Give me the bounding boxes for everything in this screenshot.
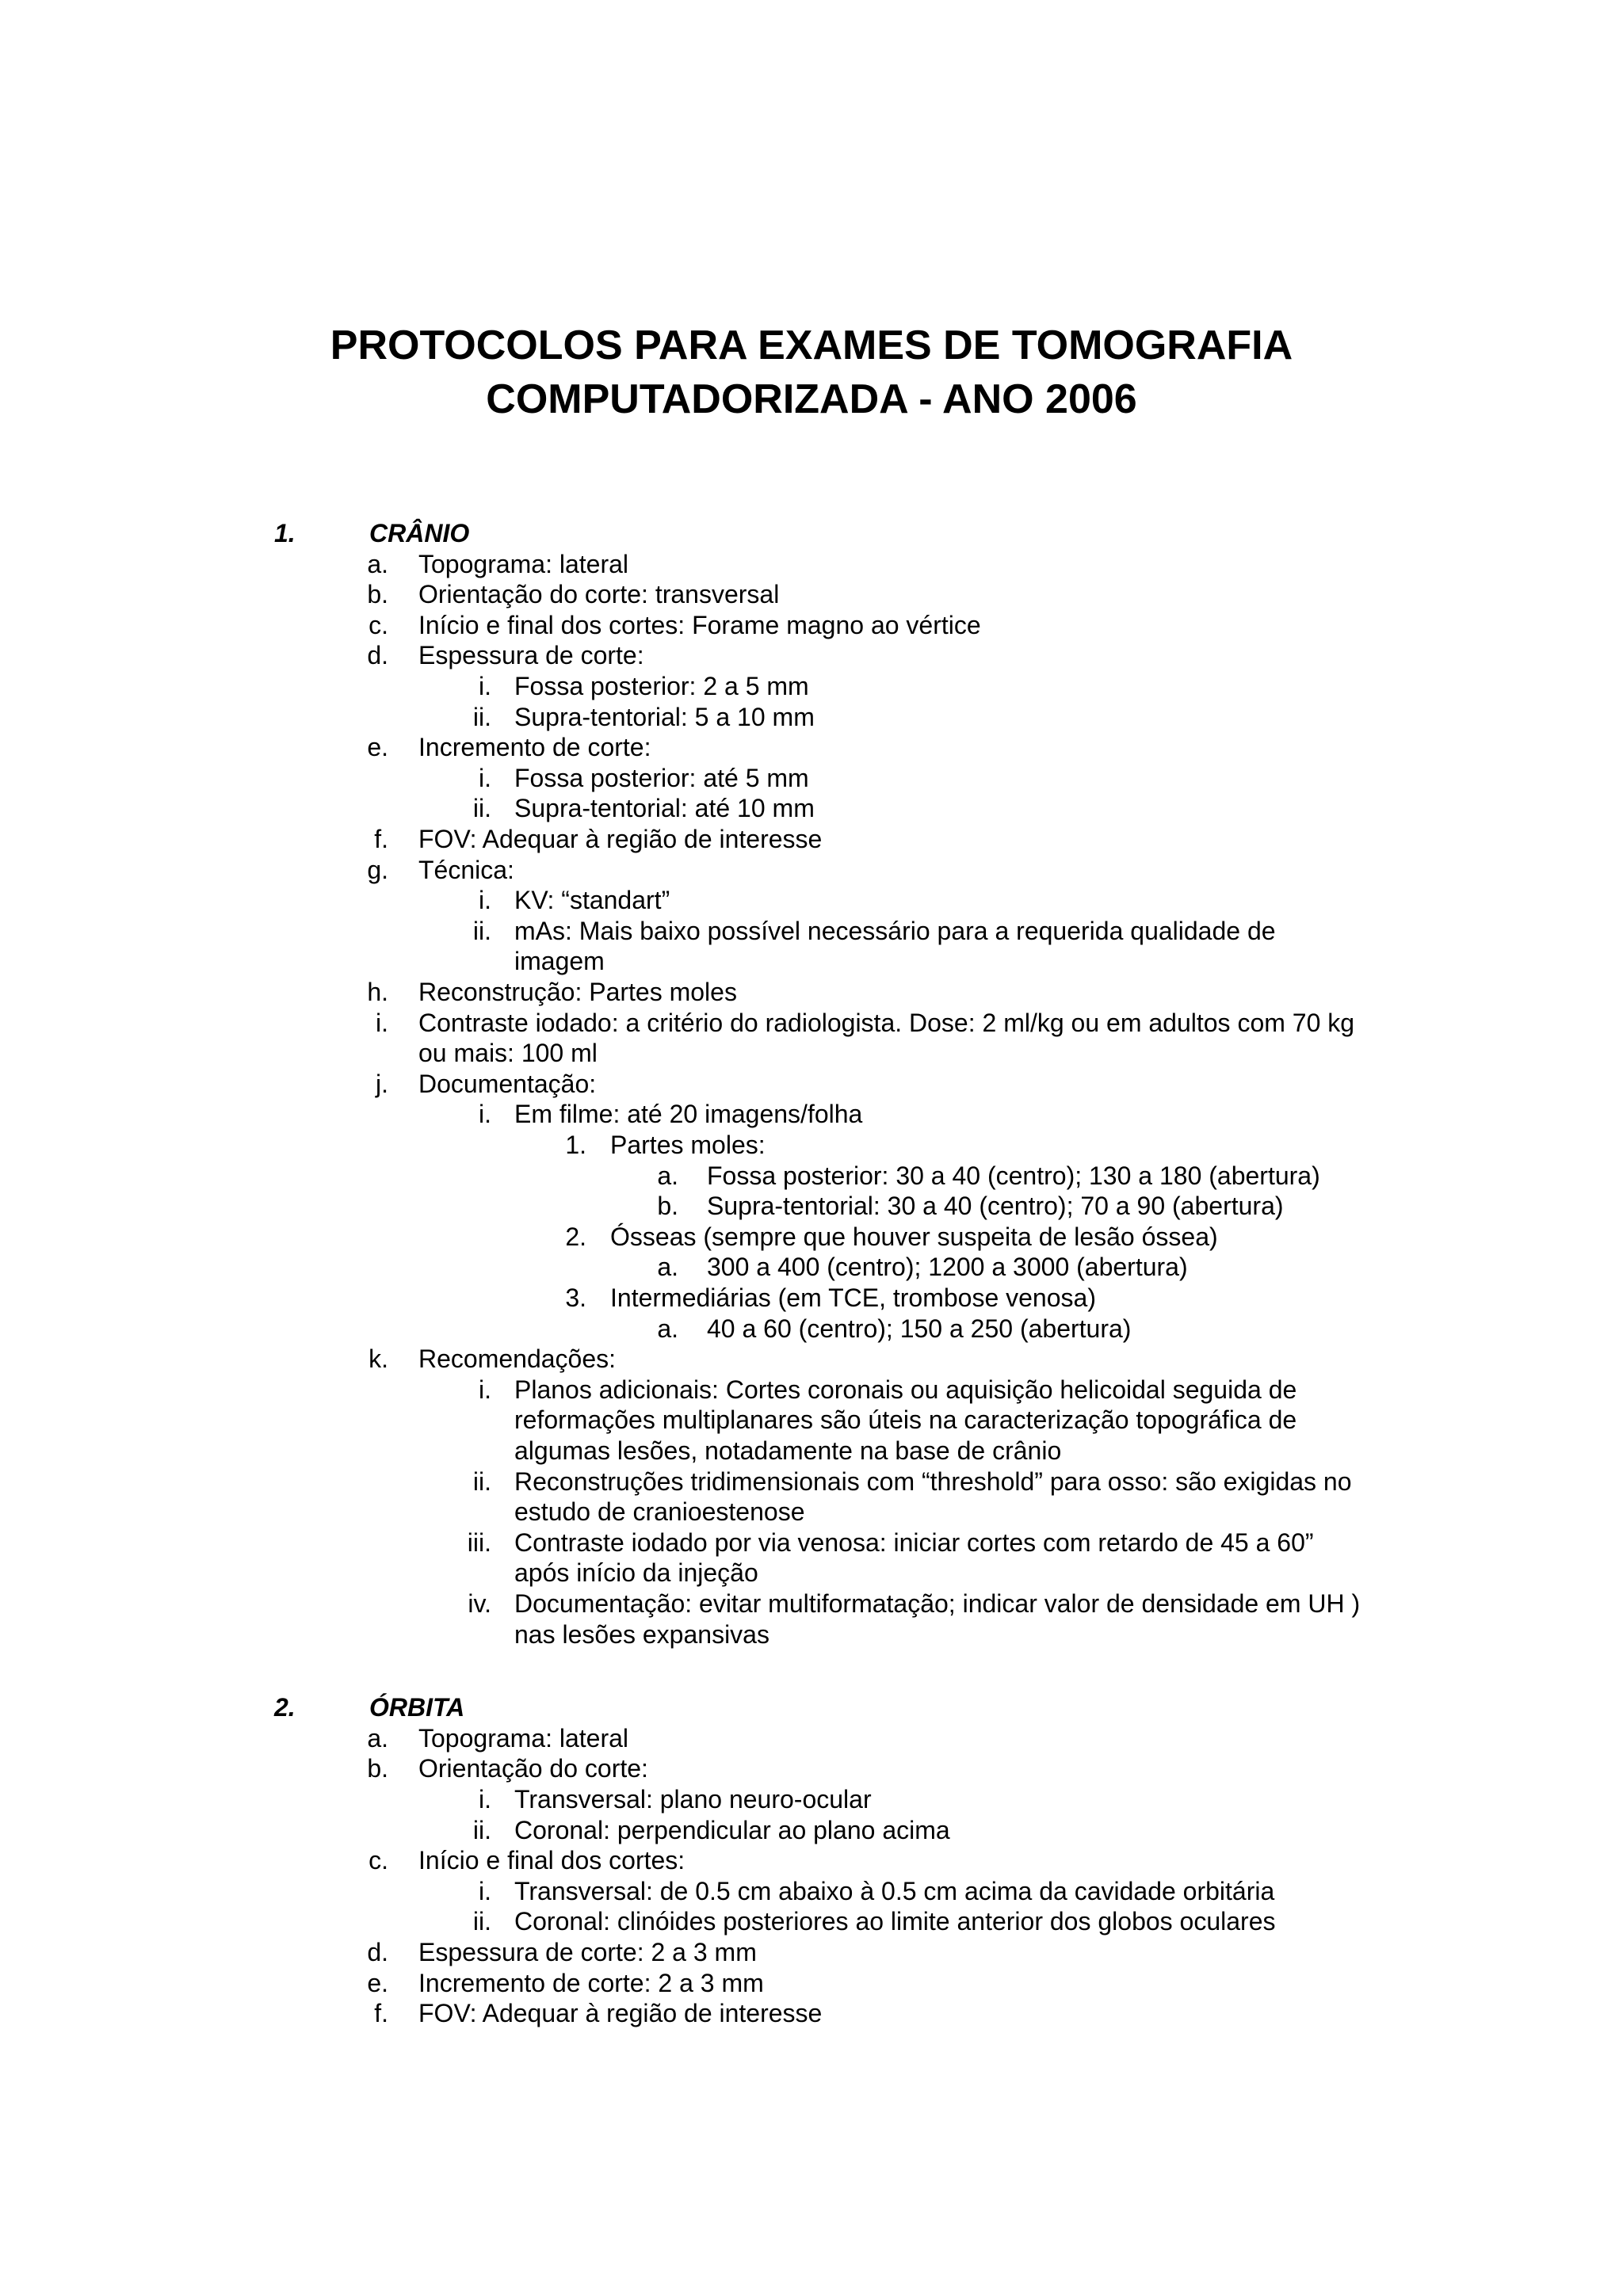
outline-item: [0, 671, 1623, 701]
outline-text: reformações multiplanares são úteis na caracterização topográfica de: [514, 1405, 1297, 1434]
outline-marker: 2.: [565, 1222, 586, 1251]
outline-text: após início da injeção: [514, 1558, 758, 1587]
outline-marker: i.: [479, 672, 491, 700]
outline-item: [0, 1252, 1623, 1282]
outline-text: Contraste iodado por via venosa: iniciar cortes com retardo de 45 a 60”: [514, 1528, 1314, 1557]
outline-item: [0, 1906, 1623, 1936]
outline-marker: e.: [367, 1969, 388, 1997]
outline-item: [0, 1038, 1623, 1068]
outline-item: [0, 1784, 1623, 1814]
outline-item: [0, 1589, 1623, 1619]
outline-text: 300 a 400 (centro); 1200 a 3000 (abertura): [707, 1253, 1188, 1281]
outline-item: [0, 1283, 1623, 1313]
outline-marker: i.: [479, 1877, 491, 1905]
outline-text: Coronal: clinóides posteriores ao limite anterior dos globos oculares: [514, 1907, 1276, 1936]
outline-marker: h.: [367, 978, 388, 1006]
outline-marker: 1.: [274, 519, 296, 547]
outline-text: Fossa posterior: até 5 mm: [514, 764, 809, 792]
outline-text: Transversal: plano neuro-ocular: [514, 1785, 872, 1814]
outline-item: [0, 1968, 1623, 1998]
outline-text: Orientação do corte: transversal: [418, 580, 780, 608]
outline-item: [0, 640, 1623, 670]
outline-item: [0, 1619, 1623, 1650]
outline-marker: k.: [369, 1344, 388, 1373]
outline-item: [0, 702, 1623, 732]
document-title-line-1: PROTOCOLOS PARA EXAMES DE TOMOGRAFIA: [330, 322, 1293, 368]
outline-item: [0, 1753, 1623, 1783]
outline-marker: i.: [479, 1785, 491, 1814]
outline-marker: e.: [367, 733, 388, 761]
outline-text: Supra-tentorial: até 10 mm: [514, 794, 815, 822]
outline-text: KV: “standart”: [514, 886, 670, 914]
section-heading: [0, 518, 1623, 548]
outline-marker: b.: [657, 1192, 678, 1220]
outline-text: Intermediárias (em TCE, trombose venosa): [610, 1283, 1096, 1312]
outline-item: [0, 1558, 1623, 1588]
outline-text: Espessura de corte: 2 a 3 mm: [418, 1938, 757, 1966]
outline-item: [0, 885, 1623, 915]
outline-text: Início e final dos cortes:: [418, 1846, 685, 1875]
outline-marker: ii.: [472, 794, 491, 822]
outline-text: Fossa posterior: 30 a 40 (centro); 130 a 180 (abertura): [707, 1161, 1320, 1190]
outline-text: Documentação: evitar multiformatação; indicar valor de densidade em UH ): [514, 1589, 1361, 1618]
outline-marker: g.: [367, 856, 388, 884]
outline-item: [0, 916, 1623, 946]
outline-text: Transversal: de 0.5 cm abaixo à 0.5 cm acima da cavidade orbitária: [514, 1877, 1275, 1905]
outline-marker: ii.: [472, 1467, 491, 1496]
outline-item: [0, 1130, 1623, 1160]
outline-text: 40 a 60 (centro); 150 a 250 (abertura): [707, 1314, 1132, 1343]
outline-item: [0, 793, 1623, 823]
outline-marker: a.: [657, 1161, 678, 1190]
outline-text: Contraste iodado: a critério do radiologista. Dose: 2 ml/kg ou em adultos com 70 kg: [418, 1009, 1355, 1037]
outline-marker: c.: [369, 611, 388, 639]
outline-item: [0, 1344, 1623, 1374]
outline-marker: a.: [657, 1314, 678, 1343]
outline-text: FOV: Adequar à região de interesse: [418, 825, 823, 853]
outline-marker: f.: [374, 1999, 388, 2027]
outline-item: [0, 579, 1623, 609]
outline-text: Planos adicionais: Cortes coronais ou aquisição helicoidal seguida de: [514, 1375, 1297, 1404]
outline-text: Documentação:: [418, 1070, 597, 1098]
outline-text: Incremento de corte:: [418, 733, 651, 761]
outline-text: CRÂNIO: [369, 519, 470, 547]
outline-text: Espessura de corte:: [418, 641, 644, 669]
outline-item: [0, 549, 1623, 579]
outline-text: Orientação do corte:: [418, 1754, 648, 1783]
outline-text: Reconstrução: Partes moles: [418, 978, 737, 1006]
outline-item: [0, 1099, 1623, 1129]
outline-text: Fossa posterior: 2 a 5 mm: [514, 672, 809, 700]
outline-marker: d.: [367, 641, 388, 669]
outline-item: [0, 946, 1623, 976]
outline-item: [0, 977, 1623, 1007]
outline-text: estudo de cranioestenose: [514, 1497, 805, 1526]
outline-marker: i.: [479, 1100, 491, 1128]
outline-marker: a.: [657, 1253, 678, 1281]
outline-text: algumas lesões, notadamente na base de crânio: [514, 1436, 1062, 1465]
outline-item: [0, 1998, 1623, 2028]
outline-text: ou mais: 100 ml: [418, 1039, 598, 1067]
outline-item: [0, 1008, 1623, 1038]
outline-marker: ii.: [472, 1816, 491, 1844]
outline-marker: ii.: [472, 917, 491, 945]
outline-marker: i.: [479, 764, 491, 792]
outline-text: nas lesões expansivas: [514, 1620, 769, 1649]
outline-item: [0, 1937, 1623, 1967]
outline-marker: 3.: [565, 1283, 586, 1312]
outline-item: [0, 1375, 1623, 1405]
outline-item: [0, 1314, 1623, 1344]
outline-marker: i.: [376, 1009, 388, 1037]
outline-text: Início e final dos cortes: Forame magno ao vértice: [418, 611, 981, 639]
outline-text: Em filme: até 20 imagens/folha: [514, 1100, 863, 1128]
outline-marker: d.: [367, 1938, 388, 1966]
outline-item: [0, 610, 1623, 640]
outline-marker: j.: [376, 1070, 388, 1098]
outline-item: [0, 855, 1623, 885]
outline-text: Topograma: lateral: [418, 1724, 629, 1753]
outline-item: [0, 763, 1623, 793]
outline-item: [0, 1436, 1623, 1466]
outline-text: Partes moles:: [610, 1131, 766, 1159]
outline-marker: b.: [367, 1754, 388, 1783]
outline-marker: i.: [479, 1375, 491, 1404]
outline-marker: 2.: [274, 1693, 296, 1722]
outline-text: Técnica:: [418, 856, 514, 884]
outline-text: mAs: Mais baixo possível necessário para a requerida qualidade de: [514, 917, 1276, 945]
outline-marker: a.: [367, 1724, 388, 1753]
outline-marker: i.: [479, 886, 491, 914]
outline-marker: c.: [369, 1846, 388, 1875]
outline-marker: ii.: [472, 1907, 491, 1936]
outline-item: [0, 732, 1623, 762]
outline-text: Recomendações:: [418, 1344, 617, 1373]
outline-item: [0, 1527, 1623, 1558]
outline-marker: 1.: [565, 1131, 586, 1159]
outline-item: [0, 1405, 1623, 1435]
outline-item: [0, 1069, 1623, 1099]
outline-item: [0, 1222, 1623, 1252]
outline-item: [0, 1845, 1623, 1875]
outline-item: [0, 1723, 1623, 1753]
document-title-line-2: COMPUTADORIZADA - ANO 2006: [486, 376, 1137, 422]
outline-text: Coronal: perpendicular ao plano acima: [514, 1816, 950, 1844]
outline-marker: iii.: [467, 1528, 491, 1557]
outline-text: ÓRBITA: [369, 1693, 465, 1722]
outline-text: FOV: Adequar à região de interesse: [418, 1999, 823, 2027]
outline-item: [0, 1191, 1623, 1221]
outline-item: [0, 824, 1623, 854]
outline-marker: iv.: [468, 1589, 491, 1618]
outline-text: Reconstruções tridimensionais com “threshold” para osso: são exigidas no: [514, 1467, 1352, 1496]
outline-item: [0, 1876, 1623, 1906]
outline-item: [0, 1815, 1623, 1845]
outline-text: imagem: [514, 947, 605, 975]
outline-text: Topograma: lateral: [418, 550, 629, 578]
outline-marker: a.: [367, 550, 388, 578]
outline-item: [0, 1161, 1623, 1191]
outline-marker: b.: [367, 580, 388, 608]
outline-text: Supra-tentorial: 5 a 10 mm: [514, 703, 815, 731]
outline-text: Ósseas (sempre que houver suspeita de lesão óssea): [610, 1222, 1218, 1251]
outline-item: [0, 1466, 1623, 1497]
outline-text: Supra-tentorial: 30 a 40 (centro); 70 a 90 (abertura): [707, 1192, 1284, 1220]
section-heading: [0, 1692, 1623, 1722]
outline-item: [0, 1497, 1623, 1527]
outline-marker: f.: [374, 825, 388, 853]
outline-text: Incremento de corte: 2 a 3 mm: [418, 1969, 764, 1997]
outline-marker: ii.: [472, 703, 491, 731]
